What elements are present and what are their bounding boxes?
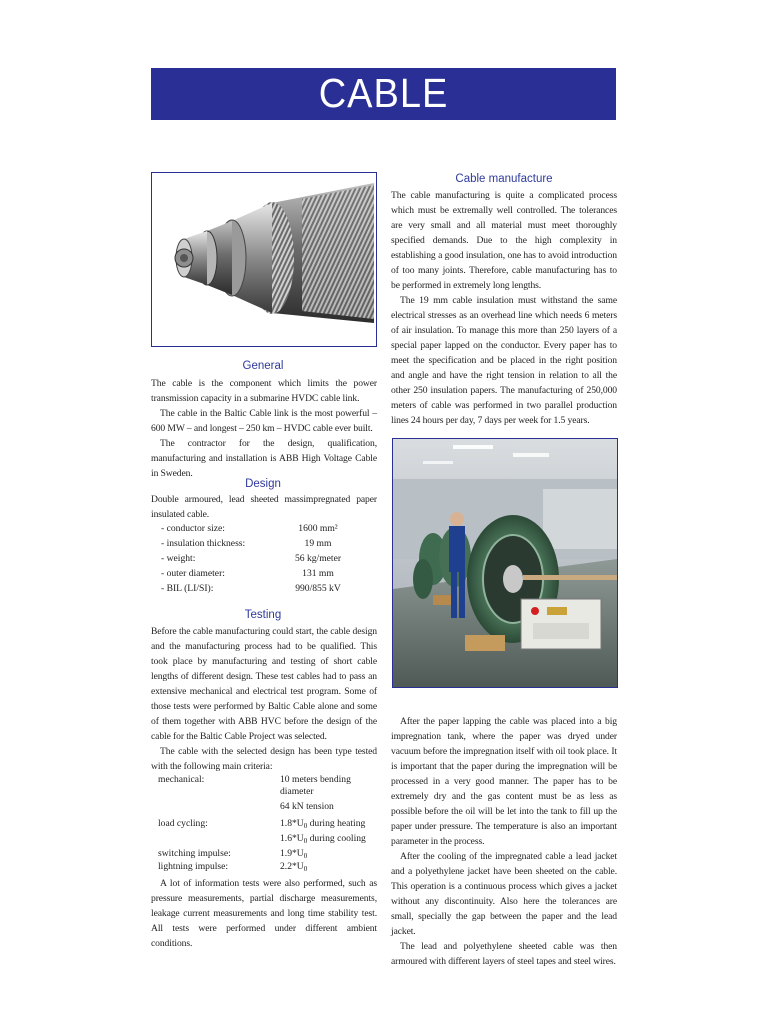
criteria-label: load cycling: [158,818,208,829]
spec-row [161,521,363,536]
test-criteria-list [158,774,380,874]
spec-label: - BIL (LI/SI): [161,583,214,594]
manufacture-heading: Cable manufacture [455,173,553,185]
spec-label: - insulation thickness: [161,538,246,549]
spec-label: - outer diameter: [161,568,225,579]
criteria-row [158,848,380,861]
page-title: CABLE [318,70,449,117]
general-paragraph: The cable in the Baltic Cable link is the most powerful – 600 MW – and longest – 250 km – HVDC cable ever built. [151,408,377,434]
factory-production-photo [392,438,618,688]
design-paragraph: Double armoured, lead sheeted massimpregnated paper insulated cable. [151,494,377,520]
general-heading: General [242,360,284,372]
design-spec-list [161,521,363,596]
testing-paragraph: Before the cable manufacturing could start, the cable design and the manufacturing process had to be qualified. This took place by manufacturing and testing of short cable lengths of different design. These test cables had to pass an extensive mechanical and electrical test program. Some of those tests were performed by Baltic Cable alone and some of them together with ABB HVC before the design of the cable for the Baltic Cable Project was selected. [151,626,377,742]
criteria-value: during cooling [307,833,366,844]
spec-row [161,566,363,581]
testing-paragraph: A lot of information tests were also performed, such as pressure measurements, partial discharge measurements, leakage current measurements and long time stability test. All tests were performed under different ambient conditions. [151,878,377,949]
design-intro [151,492,377,522]
general-paragraph: The cable is the component which limits the power transmission capacity in a submarine HVDC cable link. [151,378,377,404]
manufacture-paragraph: The 19 mm cable insulation must withstand the same electrical stresses as an overhead line which needs 6 meters of air insulation. To manage this more than 250 layers of a special paper lapped on the conductor. Every paper has to meet the specification and be placed in the right position and angle and have the right tension in relation to all the other 250 insulation papers. The manufacturing of 250,000 meters of cable was performed in two parallel production lines 24 hours per day, 7 days per week for 1.5 years. [391,295,617,426]
spec-label: - conductor size: [161,523,225,534]
criteria-subscript: 0 [303,852,308,860]
manufacture-text [391,188,617,428]
spec-value: 1600 mm² [298,523,338,534]
general-text [151,376,377,481]
testing-paragraph: The cable with the selected design has been type tested with the following main criteria: [151,746,377,772]
criteria-row [158,786,380,798]
criteria-label: switching impulse: [158,848,231,859]
manufacture-paragraph: After the cooling of the impregnated cable a lead jacket and a polyethylene jacket have been sheeted on the cable. This operation is a continuous process which gives a jacket without any discontinuity. Also here the tolerances are small, specially the gap between the paper and the lead jacket. [391,851,617,937]
cable-cross-section-photo [151,172,377,347]
criteria-subscript: 0 [303,865,308,873]
criteria-label: lightning impulse: [158,861,229,872]
criteria-label: mechanical: [158,774,205,785]
spec-value: 990/855 kV [295,583,341,594]
spec-label: - weight: [161,553,196,564]
manufacture-text-continued [391,714,617,969]
design-heading: Design [245,478,281,490]
spec-row [161,551,363,566]
spec-value: 131 mm [302,568,334,579]
criteria-value: 10 meters bending diameter [280,774,351,797]
criteria-value: 1.9*U [280,848,304,859]
criteria-value: 1.6*U [280,833,304,844]
criteria-subscript: 0 [303,837,308,845]
manufacture-paragraph: The lead and polyethylene sheeted cable was then armoured with different layers of steel tapes and steel wires. [391,941,617,967]
criteria-value: during heating [307,818,366,829]
criteria-row [158,833,380,848]
criteria-row [158,774,380,797]
spec-row [161,581,363,596]
spec-row [161,536,363,551]
manufacture-paragraph: The cable manufacturing is quite a complicated process which must be extremally well controlled. The tolerances are very small and all material must meet thoroughly specified demands. Due to the high complexity in establishing a good insulation, one has to avoid introduction of too many joints. Therefore, cable manufacturing has to be performed in extremely long lengths. [391,190,617,291]
criteria-value: 2.2*U [280,861,304,872]
criteria-row [158,861,380,874]
spec-value: 56 kg/meter [294,553,342,564]
manufacture-paragraph: After the paper lapping the cable was placed into a big impregnation tank, where the paper was dryed under vacuum before the impregnation itself with oil took place. It is important that the paper during the impregnation will be processed in a very good manner. The paper has to be extremely dry and the gas content must be as less as possible before the oil will be let into the tank to fill up the paper under pressure. The temperature is also an important parameter in the process. [391,716,617,847]
criteria-value: 1.8*U [280,818,304,829]
testing-text [151,624,377,774]
title-banner [151,68,616,120]
criteria-row [158,818,380,833]
testing-text-end [151,876,377,951]
criteria-row [158,798,380,818]
spec-value: 19 mm [304,538,332,549]
general-paragraph: The contractor for the design, qualification, manufacturing and installation is ABB High Voltage Cable in Sweden. [151,438,377,479]
testing-heading: Testing [244,609,282,621]
criteria-subscript: 0 [303,822,308,830]
criteria-value: 64 kN tension [280,801,334,812]
